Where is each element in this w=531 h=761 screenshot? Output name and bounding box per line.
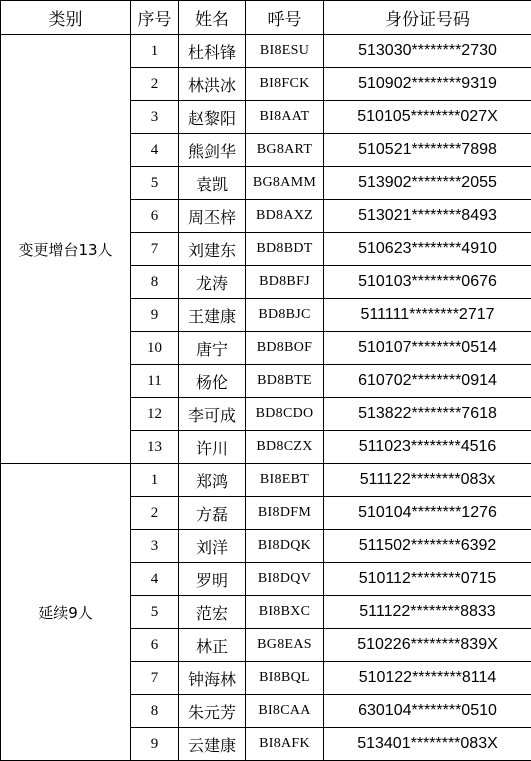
name-cell: 罗明 <box>179 563 246 596</box>
name-cell: 熊剑华 <box>179 134 246 167</box>
name-cell: 郑鸿 <box>179 464 246 497</box>
name-cell: 刘洋 <box>179 530 246 563</box>
name-cell: 林正 <box>179 629 246 662</box>
id-number-cell: 510623********4910 <box>324 233 531 266</box>
name-cell: 龙涛 <box>179 266 246 299</box>
id-number-cell: 510521********7898 <box>324 134 531 167</box>
header-seq: 序号 <box>131 1 179 35</box>
id-number-cell: 511023********4516 <box>324 431 531 464</box>
name-cell: 袁凯 <box>179 167 246 200</box>
callsign-cell: BD8BOF <box>246 332 324 365</box>
seq-cell: 1 <box>131 464 179 497</box>
name-cell: 杜科锋 <box>179 35 246 68</box>
seq-cell: 4 <box>131 563 179 596</box>
id-number-cell: 511502********6392 <box>324 530 531 563</box>
callsign-cell: BI8FCK <box>246 68 324 101</box>
header-row <box>1 1 531 35</box>
seq-cell: 4 <box>131 134 179 167</box>
seq-cell: 9 <box>131 728 179 761</box>
id-number-cell: 513021********8493 <box>324 200 531 233</box>
callsign-cell: BD8AXZ <box>246 200 324 233</box>
name-cell: 刘建东 <box>179 233 246 266</box>
header-id-number: 身份证号码 <box>324 1 531 35</box>
id-number-cell: 510104********1276 <box>324 497 531 530</box>
name-cell: 杨伦 <box>179 365 246 398</box>
name-cell: 方磊 <box>179 497 246 530</box>
category-cell: 变更增台13人 <box>1 35 131 464</box>
id-number-cell: 510112********0715 <box>324 563 531 596</box>
id-number-cell: 513030********2730 <box>324 35 531 68</box>
seq-cell: 13 <box>131 431 179 464</box>
callsign-cell: BI8AAT <box>246 101 324 134</box>
callsign-cell: BG8EAS <box>246 629 324 662</box>
id-number-cell: 510122********8114 <box>324 662 531 695</box>
seq-cell: 5 <box>131 167 179 200</box>
name-cell: 范宏 <box>179 596 246 629</box>
name-cell: 唐宁 <box>179 332 246 365</box>
id-number-cell: 510105********027X <box>324 101 531 134</box>
callsign-cell: BD8CZX <box>246 431 324 464</box>
seq-cell: 11 <box>131 365 179 398</box>
seq-cell: 5 <box>131 596 179 629</box>
callsign-cell: BI8DQK <box>246 530 324 563</box>
callsign-cell: BI8BQL <box>246 662 324 695</box>
id-number-cell: 510902********9319 <box>324 68 531 101</box>
seq-cell: 3 <box>131 101 179 134</box>
id-number-cell: 610702********0914 <box>324 365 531 398</box>
name-cell: 朱元芳 <box>179 695 246 728</box>
callsign-cell: BG8AMM <box>246 167 324 200</box>
callsign-cell: BI8BXC <box>246 596 324 629</box>
seq-cell: 6 <box>131 200 179 233</box>
header-category: 类别 <box>1 1 131 35</box>
callsign-cell: BI8EBT <box>246 464 324 497</box>
name-cell: 钟海林 <box>179 662 246 695</box>
id-number-cell: 510107********0514 <box>324 332 531 365</box>
name-cell: 王建康 <box>179 299 246 332</box>
header-name: 姓名 <box>179 1 246 35</box>
id-number-cell: 513902********2055 <box>324 167 531 200</box>
callsign-cell: BI8DFM <box>246 497 324 530</box>
id-number-cell: 511122********083x <box>324 464 531 497</box>
category-cell: 延续9人 <box>1 464 131 761</box>
seq-cell: 1 <box>131 35 179 68</box>
callsign-cell: BI8AFK <box>246 728 324 761</box>
id-number-cell: 513822********7618 <box>324 398 531 431</box>
name-cell: 林洪冰 <box>179 68 246 101</box>
callsign-cell: BG8ART <box>246 134 324 167</box>
name-cell: 许川 <box>179 431 246 464</box>
seq-cell: 2 <box>131 497 179 530</box>
seq-cell: 8 <box>131 695 179 728</box>
name-cell: 周丕梓 <box>179 200 246 233</box>
seq-cell: 7 <box>131 662 179 695</box>
seq-cell: 10 <box>131 332 179 365</box>
seq-cell: 9 <box>131 299 179 332</box>
callsign-cell: BD8BDT <box>246 233 324 266</box>
id-number-cell: 513401********083X <box>324 728 531 761</box>
table-row <box>1 35 531 68</box>
table-row <box>1 464 531 497</box>
seq-cell: 8 <box>131 266 179 299</box>
seq-cell: 12 <box>131 398 179 431</box>
table-body <box>1 35 531 761</box>
callsign-cell: BI8DQV <box>246 563 324 596</box>
seq-cell: 7 <box>131 233 179 266</box>
seq-cell: 2 <box>131 68 179 101</box>
callsign-cell: BD8BTE <box>246 365 324 398</box>
id-number-cell: 510226********839X <box>324 629 531 662</box>
seq-cell: 6 <box>131 629 179 662</box>
callsign-cell: BI8ESU <box>246 35 324 68</box>
id-number-cell: 510103********0676 <box>324 266 531 299</box>
id-number-cell: 511122********8833 <box>324 596 531 629</box>
seq-cell: 3 <box>131 530 179 563</box>
name-cell: 李可成 <box>179 398 246 431</box>
callsign-cell: BD8BFJ <box>246 266 324 299</box>
header-callsign: 呼号 <box>246 1 324 35</box>
id-number-cell: 511111********2717 <box>324 299 531 332</box>
name-cell: 赵黎阳 <box>179 101 246 134</box>
name-cell: 云建康 <box>179 728 246 761</box>
callsign-cell: BD8CDO <box>246 398 324 431</box>
id-number-cell: 630104********0510 <box>324 695 531 728</box>
callsign-cell: BI8CAA <box>246 695 324 728</box>
callsign-cell: BD8BJC <box>246 299 324 332</box>
